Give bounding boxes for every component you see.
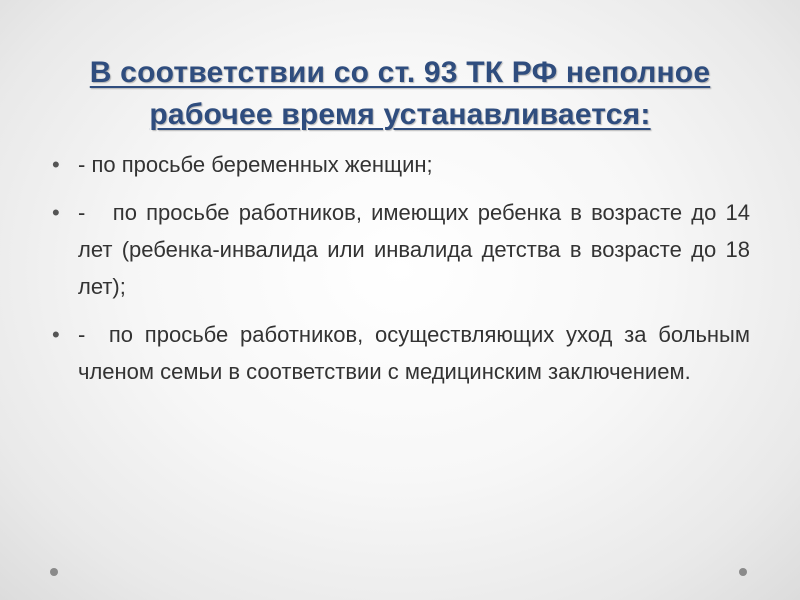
bullet-marker-icon: • [52, 200, 60, 225]
bullet-marker-icon: • [52, 322, 60, 347]
corner-dot-right-icon [739, 568, 747, 576]
bullet-list [50, 146, 750, 401]
bullet-text-1: - по просьбе беременных женщин; [78, 152, 433, 177]
slide-title: В соответствии со ст. 93 ТК РФ неполное рабочее время устанавливается: [89, 56, 711, 131]
bullet-item-2 [50, 194, 750, 305]
corner-dot-left-icon [50, 568, 58, 576]
bullet-text-3: - по просьбе работников, осуществляющих уход за больным членом семьи в соответствии с медицинским заключением. [78, 322, 750, 384]
bullet-item-3 [50, 316, 750, 390]
bullet-marker-icon: • [52, 152, 60, 177]
bullet-text-2: - по просьбе работников, имеющих ребенка в возрасте до 14 лет (ребенка-инвалида или инвалида детства в возрасте до 18 лет); [78, 200, 750, 299]
bullet-item-1 [50, 146, 750, 183]
